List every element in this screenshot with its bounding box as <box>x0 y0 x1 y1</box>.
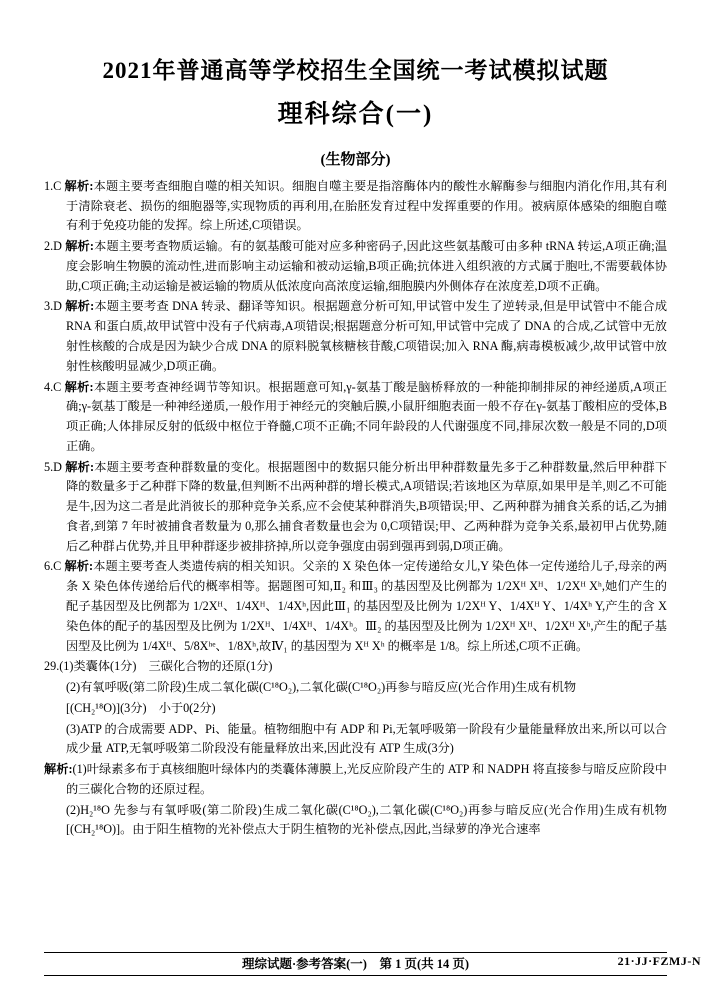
answer-item-5 <box>44 458 667 557</box>
answer-item-4 <box>44 378 667 457</box>
answer-text-5: 本题主要考查种群数量的变化。根据题图中的数据只能分析出甲种群数量先多于乙种群数量,然后甲种群下降的数量多于乙种群下降的数量,但判断不出两种群的增长模式,A项错误;若该地区为草原,如果甲是羊,则乙不可能是牛,因为这二者是此消彼长的那种竞争关系,应不会使某种群消失,B项错误;甲、乙两种群为捕食关系的话,乙为捕食者,到第 7 年时被捕食者数量为 0,那么捕食者数量也会为 0,C项错误;甲、乙两种群为竞争关系,最初甲占优势,随后乙种群占优势,并且甲种群逐步被排挤掉,所以竞争强度由弱到强再到弱,D项正确。 <box>66 459 668 553</box>
answer-item-1 <box>44 177 667 236</box>
analysis-label-3: 解析: <box>65 299 95 314</box>
answer-text-1: 本题主要考查细胞自噬的相关知识。细胞自噬主要是指溶酶体内的酸性水解酶参与细胞内消化作用,其有利于清除衰老、损伤的细胞器等,实现物质的再利用,在胎胚发育过程中发挥重要的作用。被病原体感染的细胞自噬有利于免疫功能的发挥。综上所述,C项错误。 <box>66 178 668 233</box>
answer-number-3: 3.D <box>44 299 62 314</box>
analysis-label-2: 解析: <box>65 239 94 254</box>
answer-text-4: 本题主要考查神经调节等知识。根据题意可知,γ-氨基丁酸是脑桥释放的一种能抑制排尿的神经递质,A项正确;γ-氨基丁酸是一种神经递质,一般作用于神经元的突触后膜,小鼠肝细胞表面一般不存在γ-氨基丁酸相应的受体,B项正确;人体排尿反射的低级中枢位于脊髓,C项不正确;不同年龄段的人代谢强度不同,排尿次数一般是不同的,D项正确。 <box>66 379 668 453</box>
answer-29-line3: [(CH₂¹⁸O)](3分) 小于0(2分) <box>66 700 216 715</box>
answer-list <box>44 177 667 840</box>
answer-number-6: 6.C <box>44 559 62 574</box>
answer-text-2: 本题主要考查物质运输。有的氨基酸可能对应多种密码子,因此这些氨基酸可由多种 tRNA 转运,A项正确;温度会影响生物膜的流动性,进而影响主动运输和被动运输,B项正确;抗体进入组织液的方式属于胞吐,不需要载体协助,C项正确;主动运输是被运输的物质从低浓度向高浓度运输,细胞膜内外侧体存在浓度差,D项不正确。 <box>66 239 668 293</box>
answer-item-2 <box>44 237 667 296</box>
section-heading: (生物部分) <box>320 151 391 168</box>
answer-29-line4: (3)ATP 的合成需要 ADP、Pi、能量。植物细胞中有 ADP 和 Pi,无氧呼吸第一阶段有少量能量释放出来,所以可以合成少量 ATP,无氧呼吸第二阶段没有能量释放出来,因此没有 ATP 生成(3分) <box>66 721 667 756</box>
answer-item-29-line1 <box>44 657 667 677</box>
page-title: 2021年普通高等学校招生全国统一考试模拟试题 <box>102 58 609 83</box>
answer-29-line2: (2)有氧呼吸(第二阶段)生成二氧化碳(C¹⁸O₂),二氧化碳(C¹⁸O₂)再参与暗反应(光合作用)生成有机物 <box>66 680 577 695</box>
answer-number-2: 2.D <box>44 239 62 254</box>
answer-29-text-1: (1)类囊体(1分) 三碳化合物的还原(1分) <box>59 659 273 674</box>
footer-code: 21·JJ·FZMJ-N <box>617 954 701 968</box>
answer-text-3: 本题主要考查 DNA 转录、翻译等知识。根据题意分析可知,甲试管中发生了逆转录,但是甲试管中不能合成 RNA 和蛋白质,故甲试管中没有子代病毒,A项错误;根据题意分析可知,甲试管中完成了 DNA 的合成,乙试管中无放射性核酸的合成是因为缺少合成 DNA 的原料脱氧核糖核苷酸,C项错误;加入 RNA 酶,病毒模板减少,故甲试管中放射性核酸明显减少,D项正确。 <box>66 299 668 373</box>
analysis-label-4: 解析: <box>64 379 94 394</box>
answer-29-analysis-2: (2)H₂¹⁸O 先参与有氧呼吸(第二阶段)生成二氧化碳(C¹⁸O₂),二氧化碳(C¹⁸O₂)再参与暗反应(光合作用)生成有机物[(CH₂¹⁸O)]。由于阳生植物的光补偿点大于阴生植物的光补偿点,因此,当绿萝的净光合速率 <box>66 802 667 837</box>
footer-page-info: 理综试题·参考答案(一) 第 1 页(共 14 页) <box>241 957 470 971</box>
answer-number-5: 5.D <box>44 459 62 474</box>
analysis-label-6: 解析: <box>64 559 94 574</box>
page-footer <box>0 952 711 978</box>
answer-text-6: 本题主要考查人类遗传病的相关知识。父亲的 X 染色体一定传递给女儿,Y 染色体一定传递给儿子,母亲的两条 X 染色体传递给后代的概率相等。据题图可知,Ⅱ₂ 和Ⅲ₃ 的基因型及比例都为 1/2Xᴴ Xᴴ、1/2Xᴴ Xʰ,她们产生的配子基因型及比例都为 1/2Xᴴ、1/4Xᴴ、1/4Xʰ,因此Ⅲ₁ 的基因型及比例为 1/2Xᴴ Y、1/4Xᴴ Y、1/4Xʰ Y,产生的含 X 染色体的配子的基因型及比例为 1/2Xᴴ、1/4Xᴴ、1/4Xʰ。Ⅲ₂ 的基因型及比例为 1/2Xᴴ Xᴴ、1/2Xᴴ Xʰ,产生的配子基因型及比例为 1/4Xᴴ、5/8Xʰᵉ、1/8Xʰ,故Ⅳ₁ 的基因型为 Xᴴ Xʰ 的概率是 1/8。综上所述,C项不正确。 <box>66 559 668 653</box>
answer-29-analysis-1 <box>44 760 667 800</box>
answer-number-1: 1.C <box>44 178 62 193</box>
analysis-label-1: 解析: <box>64 178 94 193</box>
answer-number-4: 4.C <box>44 379 62 394</box>
answer-item-3 <box>44 297 667 376</box>
analysis-label-5: 解析: <box>65 459 95 474</box>
answer-29-analysis-text-1: (1)叶绿素多布于真核细胞叶绿体内的类囊体薄膜上,光反应阶段产生的 ATP 和 NADPH 将直接参与暗反应阶段中的三碳化合物的还原过程。 <box>66 762 667 796</box>
answer-item-6 <box>44 557 667 656</box>
answer-number-29: 29. <box>44 659 60 674</box>
page-subtitle: 理科综合(一) <box>277 100 434 128</box>
analysis-label-29: 解析: <box>44 762 73 777</box>
